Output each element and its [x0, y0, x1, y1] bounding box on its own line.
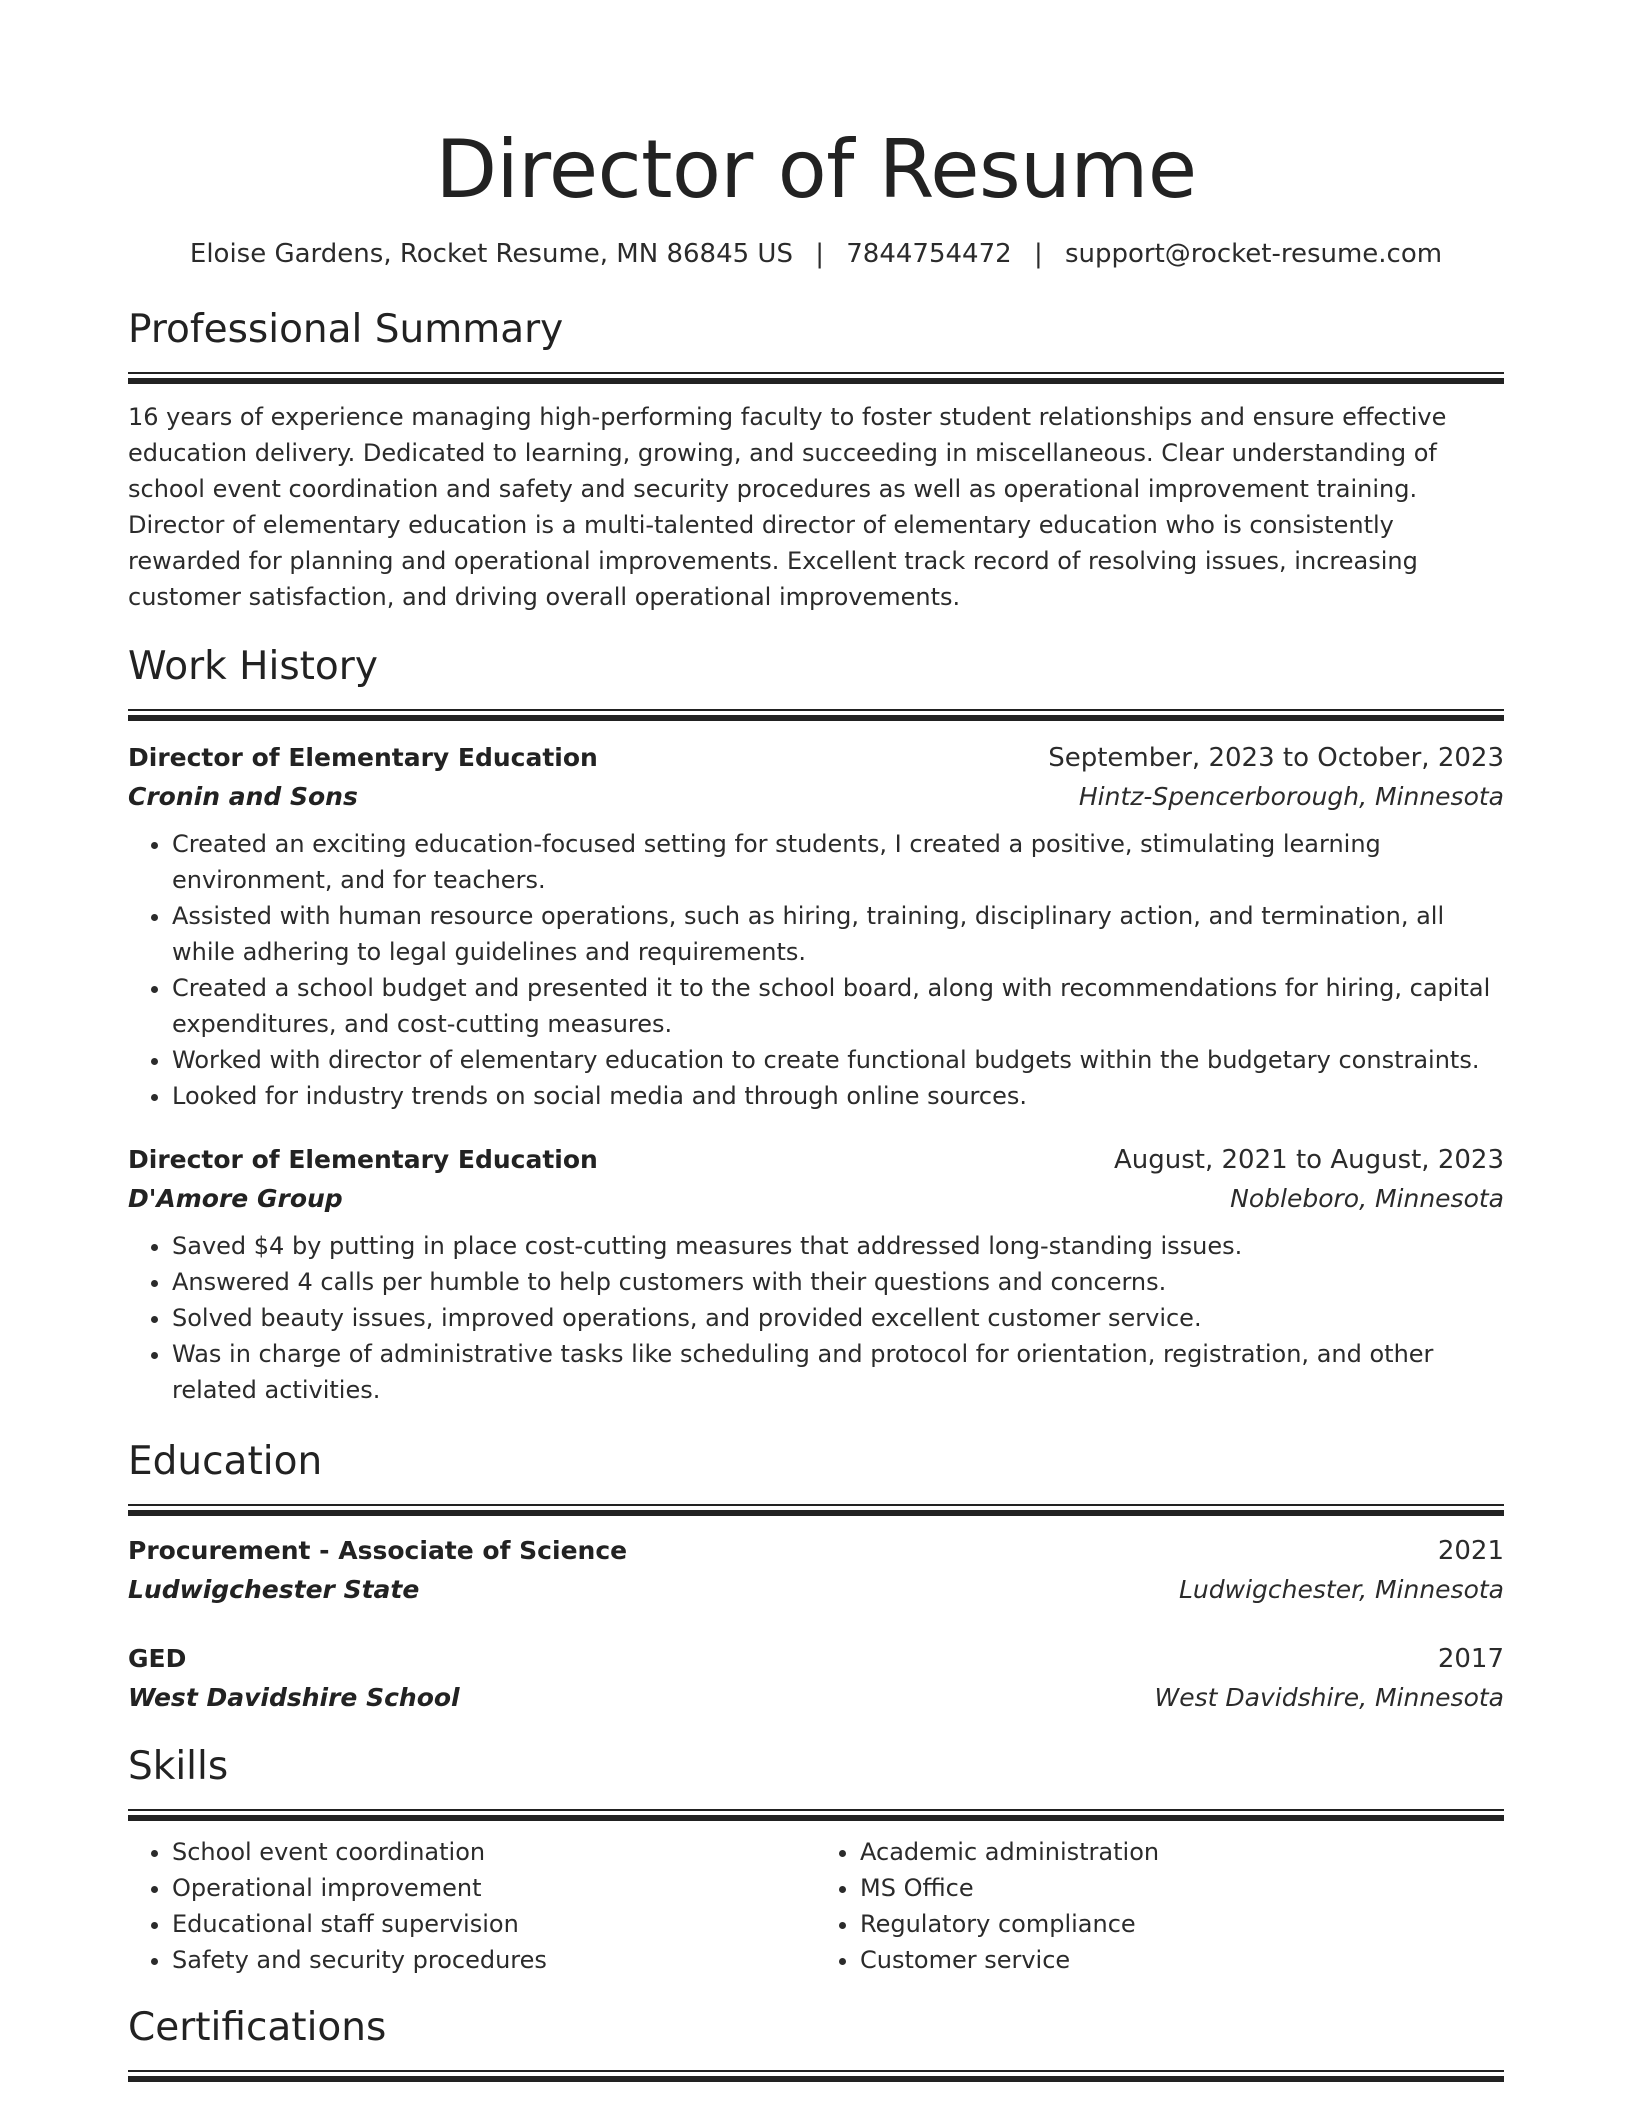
section-title-certifications: Certifications: [128, 2005, 387, 2050]
skill-item: • Safety and security procedures: [172, 1942, 816, 1978]
skills-list-right: [816, 1834, 1504, 1978]
education-header-row: [128, 1531, 1504, 1571]
resume-name: Director of Resume: [435, 123, 1197, 216]
contact-email: support@rocket-resume.com: [1064, 239, 1443, 269]
skill-item: • Academic administration: [860, 1834, 1504, 1870]
job-bullet: • Worked with director of elementary education to create functional budgets within the budgetary constraints.: [172, 1042, 1504, 1078]
job-bullet: • Was in charge of administrative tasks like scheduling and protocol for orientation, registration, and other related activities.: [172, 1336, 1504, 1408]
job-bullet: • Looked for industry trends on social media and through online sources.: [172, 1078, 1504, 1114]
education-year: 2021: [1437, 1536, 1504, 1566]
education-degree: Procurement - Associate of Science: [128, 1536, 628, 1565]
education-header-row: [128, 1639, 1504, 1679]
section-title-summary: Professional Summary: [128, 307, 564, 352]
job-bullet: • Solved beauty issues, improved operations, and provided excellent customer service.: [172, 1300, 1504, 1336]
education-year: 2017: [1437, 1644, 1504, 1674]
education-school: Ludwigchester State: [128, 1575, 420, 1604]
section-divider: [128, 2070, 1504, 2081]
job-company-row: [128, 1180, 1504, 1218]
section-divider: [128, 1504, 1504, 1515]
certifications-section: [128, 2002, 1504, 2081]
job-location: Nobleboro, Minnesota: [1230, 1184, 1504, 1213]
job-header-row: [128, 738, 1504, 778]
summary-section: [128, 304, 1504, 615]
job-location: Hintz-Spencerborough, Minnesota: [1078, 782, 1504, 811]
job-bullet: • Answered 4 calls per humble to help customers with their questions and concerns.: [172, 1264, 1504, 1300]
section-divider: [128, 709, 1504, 720]
education-entry: [128, 1531, 1504, 1609]
contact-separator: |: [1033, 239, 1043, 269]
education-school-row: [128, 1571, 1504, 1609]
job-dates: August, 2021 to August, 2023: [1114, 1145, 1504, 1175]
job-title: Director of Elementary Education: [128, 1145, 598, 1174]
skill-item: • Operational improvement: [172, 1870, 816, 1906]
skills-list-left: [128, 1834, 816, 1978]
skill-item: • MS Office: [860, 1870, 1504, 1906]
job-company: D'Amore Group: [128, 1184, 343, 1213]
work-history-section: [128, 641, 1504, 1408]
job-bullet: • Saved $4 by putting in place cost-cutting measures that addressed long-standing issues.: [172, 1228, 1504, 1264]
job-dates: September, 2023 to October, 2023: [1048, 743, 1504, 773]
job-bullets: [128, 1228, 1504, 1408]
contact-phone: 7844754472: [846, 239, 1012, 269]
skills-grid: [128, 1834, 1504, 1978]
skill-item: • Customer service: [860, 1942, 1504, 1978]
job-bullet: • Created a school budget and presented it to the school board, along with recommendations for hiring, capital expenditures, and cost-cutting measures.: [172, 970, 1504, 1042]
contact-separator: |: [815, 239, 824, 269]
education-entry: [128, 1639, 1504, 1717]
job-bullet: • Assisted with human resource operations, such as hiring, training, disciplinary action, and termination, all while adhering to legal guidelines and requirements.: [172, 898, 1504, 970]
contact-line: [128, 236, 1504, 272]
job-company: Cronin and Sons: [128, 782, 358, 811]
job-entry: [128, 1140, 1504, 1408]
section-divider: [128, 372, 1504, 383]
section-title-education: Education: [128, 1439, 323, 1484]
education-school-row: [128, 1679, 1504, 1717]
skill-item: • Regulatory compliance: [860, 1906, 1504, 1942]
section-title-work-history: Work History: [128, 644, 378, 689]
job-bullet: • Created an exciting education-focused setting for students, I created a positive, stimulating learning environment, and for teachers.: [172, 826, 1504, 898]
job-title: Director of Elementary Education: [128, 743, 598, 772]
education-school: West Davidshire School: [128, 1683, 460, 1712]
education-location: West Davidshire, Minnesota: [1154, 1683, 1504, 1712]
section-title-skills: Skills: [128, 1744, 229, 1789]
skill-item: • Educational staff supervision: [172, 1906, 816, 1942]
education-section: [128, 1436, 1504, 1717]
contact-address: Eloise Gardens, Rocket Resume, MN 86845 US: [189, 239, 793, 269]
skill-item: • School event coordination: [172, 1834, 816, 1870]
skills-section: [128, 1741, 1504, 1978]
job-bullets: [128, 826, 1504, 1114]
summary-text: 16 years of experience managing high-performing faculty to foster student relationships and ensure effective education delivery. Dedicated to learning, growing, and succeeding in miscellaneous. Clear understanding of school event coordination and safety and security procedures as well as operational improvement training. Director of elementary education is a multi-talented director of elementary education who is consistently rewarded for planning and operational improvements. Excellent track record of resolving issues, increasing customer satisfaction, and driving overall operational improvements.: [128, 403, 1447, 611]
section-divider: [128, 1809, 1504, 1820]
education-degree: GED: [128, 1644, 187, 1673]
job-company-row: [128, 778, 1504, 816]
job-entry: [128, 738, 1504, 1114]
job-header-row: [128, 1140, 1504, 1180]
education-location: Ludwigchester, Minnesota: [1179, 1575, 1504, 1604]
